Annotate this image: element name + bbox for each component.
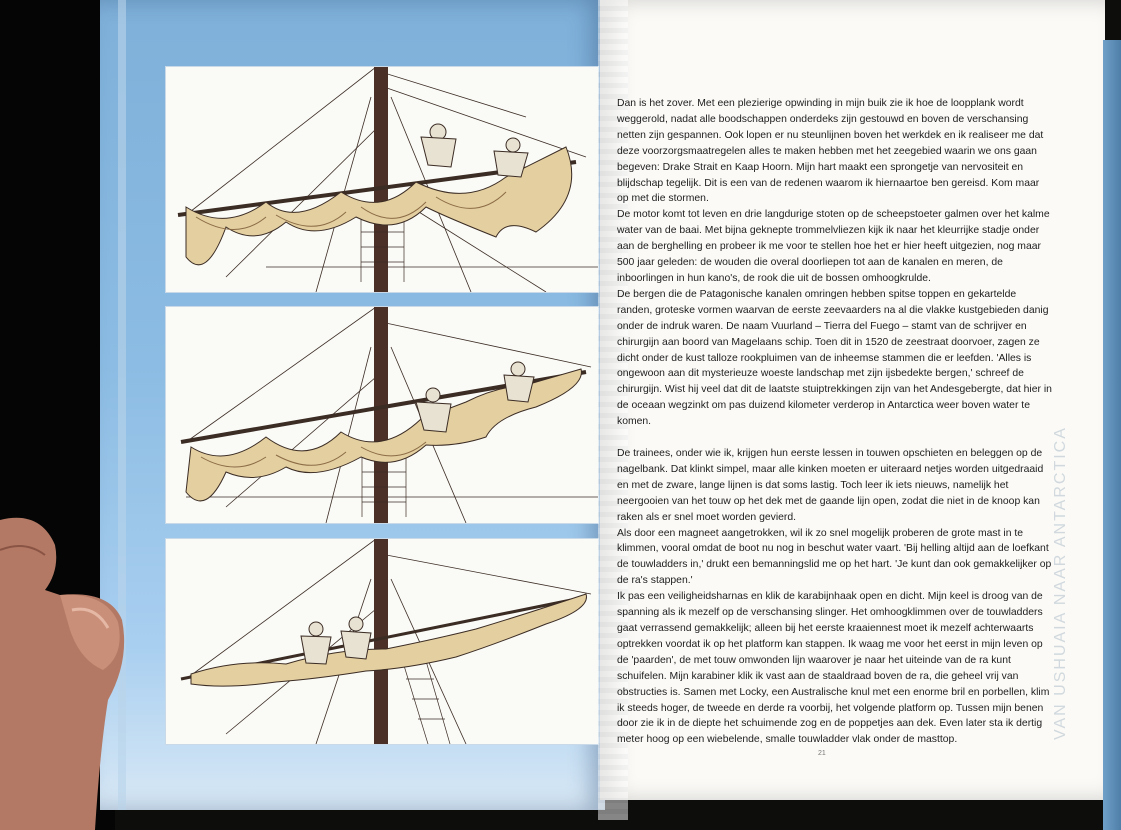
hand-image xyxy=(0,510,130,830)
sail-illustration-2 xyxy=(165,306,599,524)
sail-illustration-3 xyxy=(165,538,599,745)
book-edge-spine xyxy=(1103,40,1121,830)
right-page-vertical-title: VAN USHUAIA NAAR ANTARCTICA xyxy=(1052,426,1069,740)
sail-illustration-1 xyxy=(165,66,599,293)
body-text xyxy=(617,96,1053,748)
paragraph: De motor komt tot leven en drie langdurige stoten op de scheepstoeter galmen over het kalme water van de baai. Met bijna geknepte trommelvliezen kijk ik naar het kleurrijke stadje onder aan de berghelling en probeer ik me voor te stellen hoe het er hier heeft uitgezien, nog maar 500 jaar geleden: de wouden die overal doorliepen tot aan de kanalen en meren, de inboorlingen in hun kano's, de rook die uit de bossen omhoogkrulde. xyxy=(617,209,1050,284)
paragraph: Als door een magneet aangetrokken, wil ik zo snel mogelijk proberen de grote mast in te klimmen, vooral omdat de boot nu nog in beschut water vaart. 'Bij helling altijd aan de loefkant de touwladders in,' drukt een bemanningslid me op het hart. 'Je kunt dan ook gemakkelijker op de ra's stappen.' xyxy=(617,527,1052,587)
page-number: 21 xyxy=(818,750,826,757)
paragraph: Dan is het zover. Met een plezierige opwinding in mijn buik zie ik hoe de loopplank wordt weggerold, nadat alle boodschappen onderdeks zijn gestouwd en boven de verschansing netten zijn gespannen. Ook lopen er nu steunlijnen boven het werkdek en ik realiseer me dat deze voorzorgsmaatregelen alles te maken hebben met het zeegebied waarin we ons gaan begeven: Drake Strait en Kaap Hoorn. Mijn hart maakt een sprongetje van nervositeit en blijdschap tegelijk. Dit is een van de redenen waarom ik hiernaartoe ben gereisd. Kom maar op met die stormen. xyxy=(617,98,1044,205)
paragraph: Ik pas een veiligheidsharnas en klik de karabijnhaak open en dicht. Mijn keel is droog van de spanning als ik mezelf op de verschansing slinger. Het omhoogklimmen over de touwladders gaat verrassend gemakkelijk; alleen bij het eerste kraaiennest moet ik mezelf achterwaarts optrekken voordat ik op het platform kan stappen. Ik waag me voor het eerst in mijn leven op de 'paarden', de met touw omwonden lijn waarover je naar het uiteinde van de ra kunt schuifelen. Mijn karabiner klik ik vast aan de staaldraad boven de ra, die geheel vrij van obstructies is. Samen met Locky, een Australische knul met een enorme bril en porbellen, klim ik steeds hoger, de tweede en derde ra voorbij, het volgende platform op. Tussen mijn benen door zie ik in de diepte het schuimende zog en de poppetjes aan dek. Even later sta ik dertig meter hoog op een wiebelende, smalle touwladder vlak onder de masttop. xyxy=(617,591,1050,746)
paragraph: De bergen die de Patagonische kanalen omringen hebben spitse toppen en gekartelde randen, groteske vormen waarvan de eerste zeevaarders na al die vlakke kustgebieden danig onder de indruk waren. De naam Vuurland – Tierra del Fuego – stamt van de schrijver en chirurgijn aan boord van Magelaans schip. Toen dit in 1520 de zeestraat doorvoer, zagen ze dicht onder de kust talloze rookpluimen van de inheemse stammen die er leefden. 'Alles is ongewoon aan dit mysterieuze woeste landschap met zijn ijsbedekte bergen,' schreef de chirurgijn. Wist hij veel dat dit de laatste stuiptrekkingen zijn van het Andesgebergte, dat hier in de oceaan wegzinkt om pas duizend kilometer verderop in Antarctica weer boven water te komen. xyxy=(617,288,1052,428)
paragraph: De trainees, onder wie ik, krijgen hun eerste lessen in touwen opschieten en beleggen op de nagelbank. Dat klinkt simpel, maar alle kinken moeten er uiteraard netjes worden uitgedraaid en met de zware, lange lijnen is dat soms lastig. Toch leer ik iets nieuws, namelijk het neergooien van het touw op het dek met de gaande lijn open, zodat die niet in de knoop kan raken als er snel moet worden gevierd. xyxy=(617,448,1044,523)
